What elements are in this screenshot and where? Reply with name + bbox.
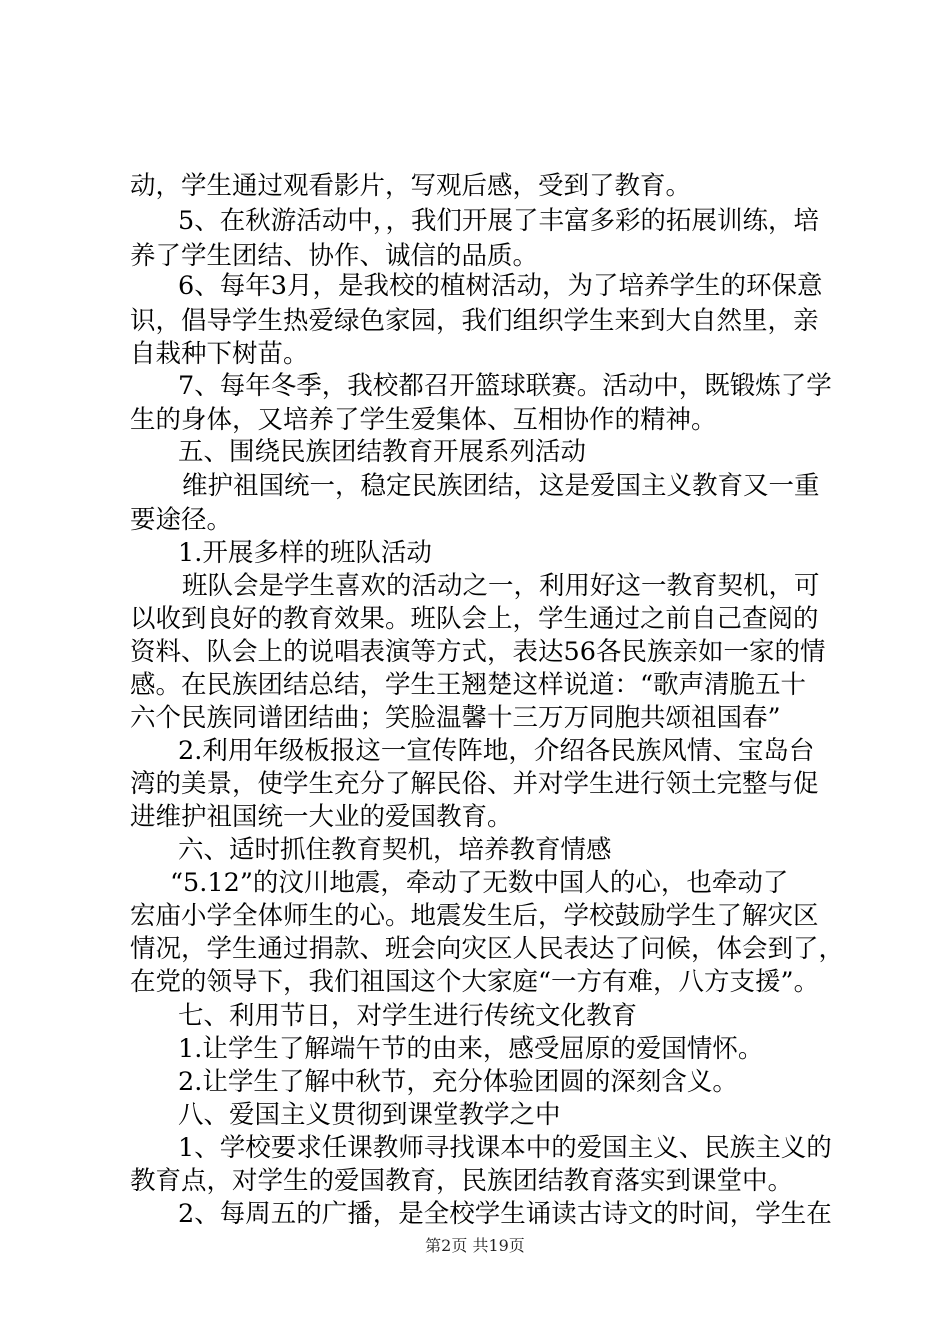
text-line: 情况，学生通过捐款、班会向灾区人民表达了问候，体会到了， — [130, 934, 845, 964]
text-line: 资料、队会上的说唱表演等方式，表达56各民族亲如一家的情 — [130, 637, 826, 667]
text-line: 自栽种下树苗。 — [130, 339, 309, 369]
section-heading: 七、利用节日，对学生进行传统文化教育 — [178, 1001, 638, 1031]
text-line: 2、每周五的广播，是全校学生诵读古诗文的时间，学生在 — [178, 1199, 832, 1229]
text-line: 生的身体，又培养了学生爱集体、互相协作的精神。 — [130, 405, 717, 435]
page-footer: 第2页 共19页 — [425, 1236, 525, 1255]
text-line: 1、学校要求任课教师寻找课本中的爱国主义、民族主义的 — [178, 1133, 832, 1163]
section-heading: 五、围绕民族团结教育开展系列活动 — [178, 437, 587, 467]
text-line: 进维护祖国统一大业的爱国教育。 — [130, 802, 513, 832]
text-line: 7、每年冬季，我校都召开篮球联赛。活动中，既锻炼了学 — [178, 371, 832, 401]
text-line: 在党的领导下，我们祖国这个大家庭“一方有难，八方支援”。 — [130, 967, 820, 997]
text-line: 6、每年3月，是我校的植树活动，为了培养学生的环保意 — [178, 271, 823, 301]
text-line: 湾的美景，使学生充分了解民俗、并对学生进行领土完整与促 — [130, 769, 819, 799]
text-line: 1.让学生了解端午节的由来，感受屈原的爱国情怀。 — [178, 1034, 764, 1064]
text-line: 5、在秋游活动中，，我们开展了丰富多彩的拓展训练，培 — [178, 206, 819, 236]
text-line: 要途径。 — [130, 505, 233, 535]
text-line: 班队会是学生喜欢的活动之一，利用好这一教育契机，可 — [182, 571, 820, 601]
text-line: 以收到良好的教育效果。班队会上，学生通过之前自己查阅的 — [130, 604, 819, 634]
text-line: 2.让学生了解中秋节，充分体验团圆的深刻含义。 — [178, 1067, 738, 1097]
text-line: 教育点，对学生的爱国教育，民族团结教育落实到课堂中。 — [130, 1166, 794, 1196]
text-line: 养了学生团结、协作、诚信的品质。 — [130, 241, 539, 271]
subheading: 1.开展多样的班队活动 — [178, 538, 432, 568]
text-line: 六个民族同谱团结曲；笑脸温馨十三万万同胞共颂祖国春” — [130, 703, 781, 733]
section-heading: 六、适时抓住教育契机，培养教育情感 — [178, 835, 612, 865]
text-line: 动，学生通过观看影片，写观后感，受到了教育。 — [130, 171, 692, 201]
text-line: 识，倡导学生热爱绿色家园，我们组织学生来到大自然里，亲 — [130, 306, 819, 336]
text-line: 宏庙小学全体师生的心。地震发生后，学校鼓励学生了解灾区 — [130, 901, 819, 931]
section-heading: 八、爱国主义贯彻到课堂教学之中 — [178, 1100, 561, 1130]
text-line: “5.12”的汶川地震，牵动了无数中国人的心，也牵动了 — [170, 868, 789, 898]
text-line: 2.利用年级板报这一宣传阵地，介绍各民族风情、宝岛台 — [178, 736, 815, 766]
text-line: 感。在民族团结总结，学生王翘楚这样说道：“歌声清脆五十 — [130, 670, 807, 700]
text-line: 维护祖国统一，稳定民族团结，这是爱国主义教育又一重 — [182, 471, 820, 501]
